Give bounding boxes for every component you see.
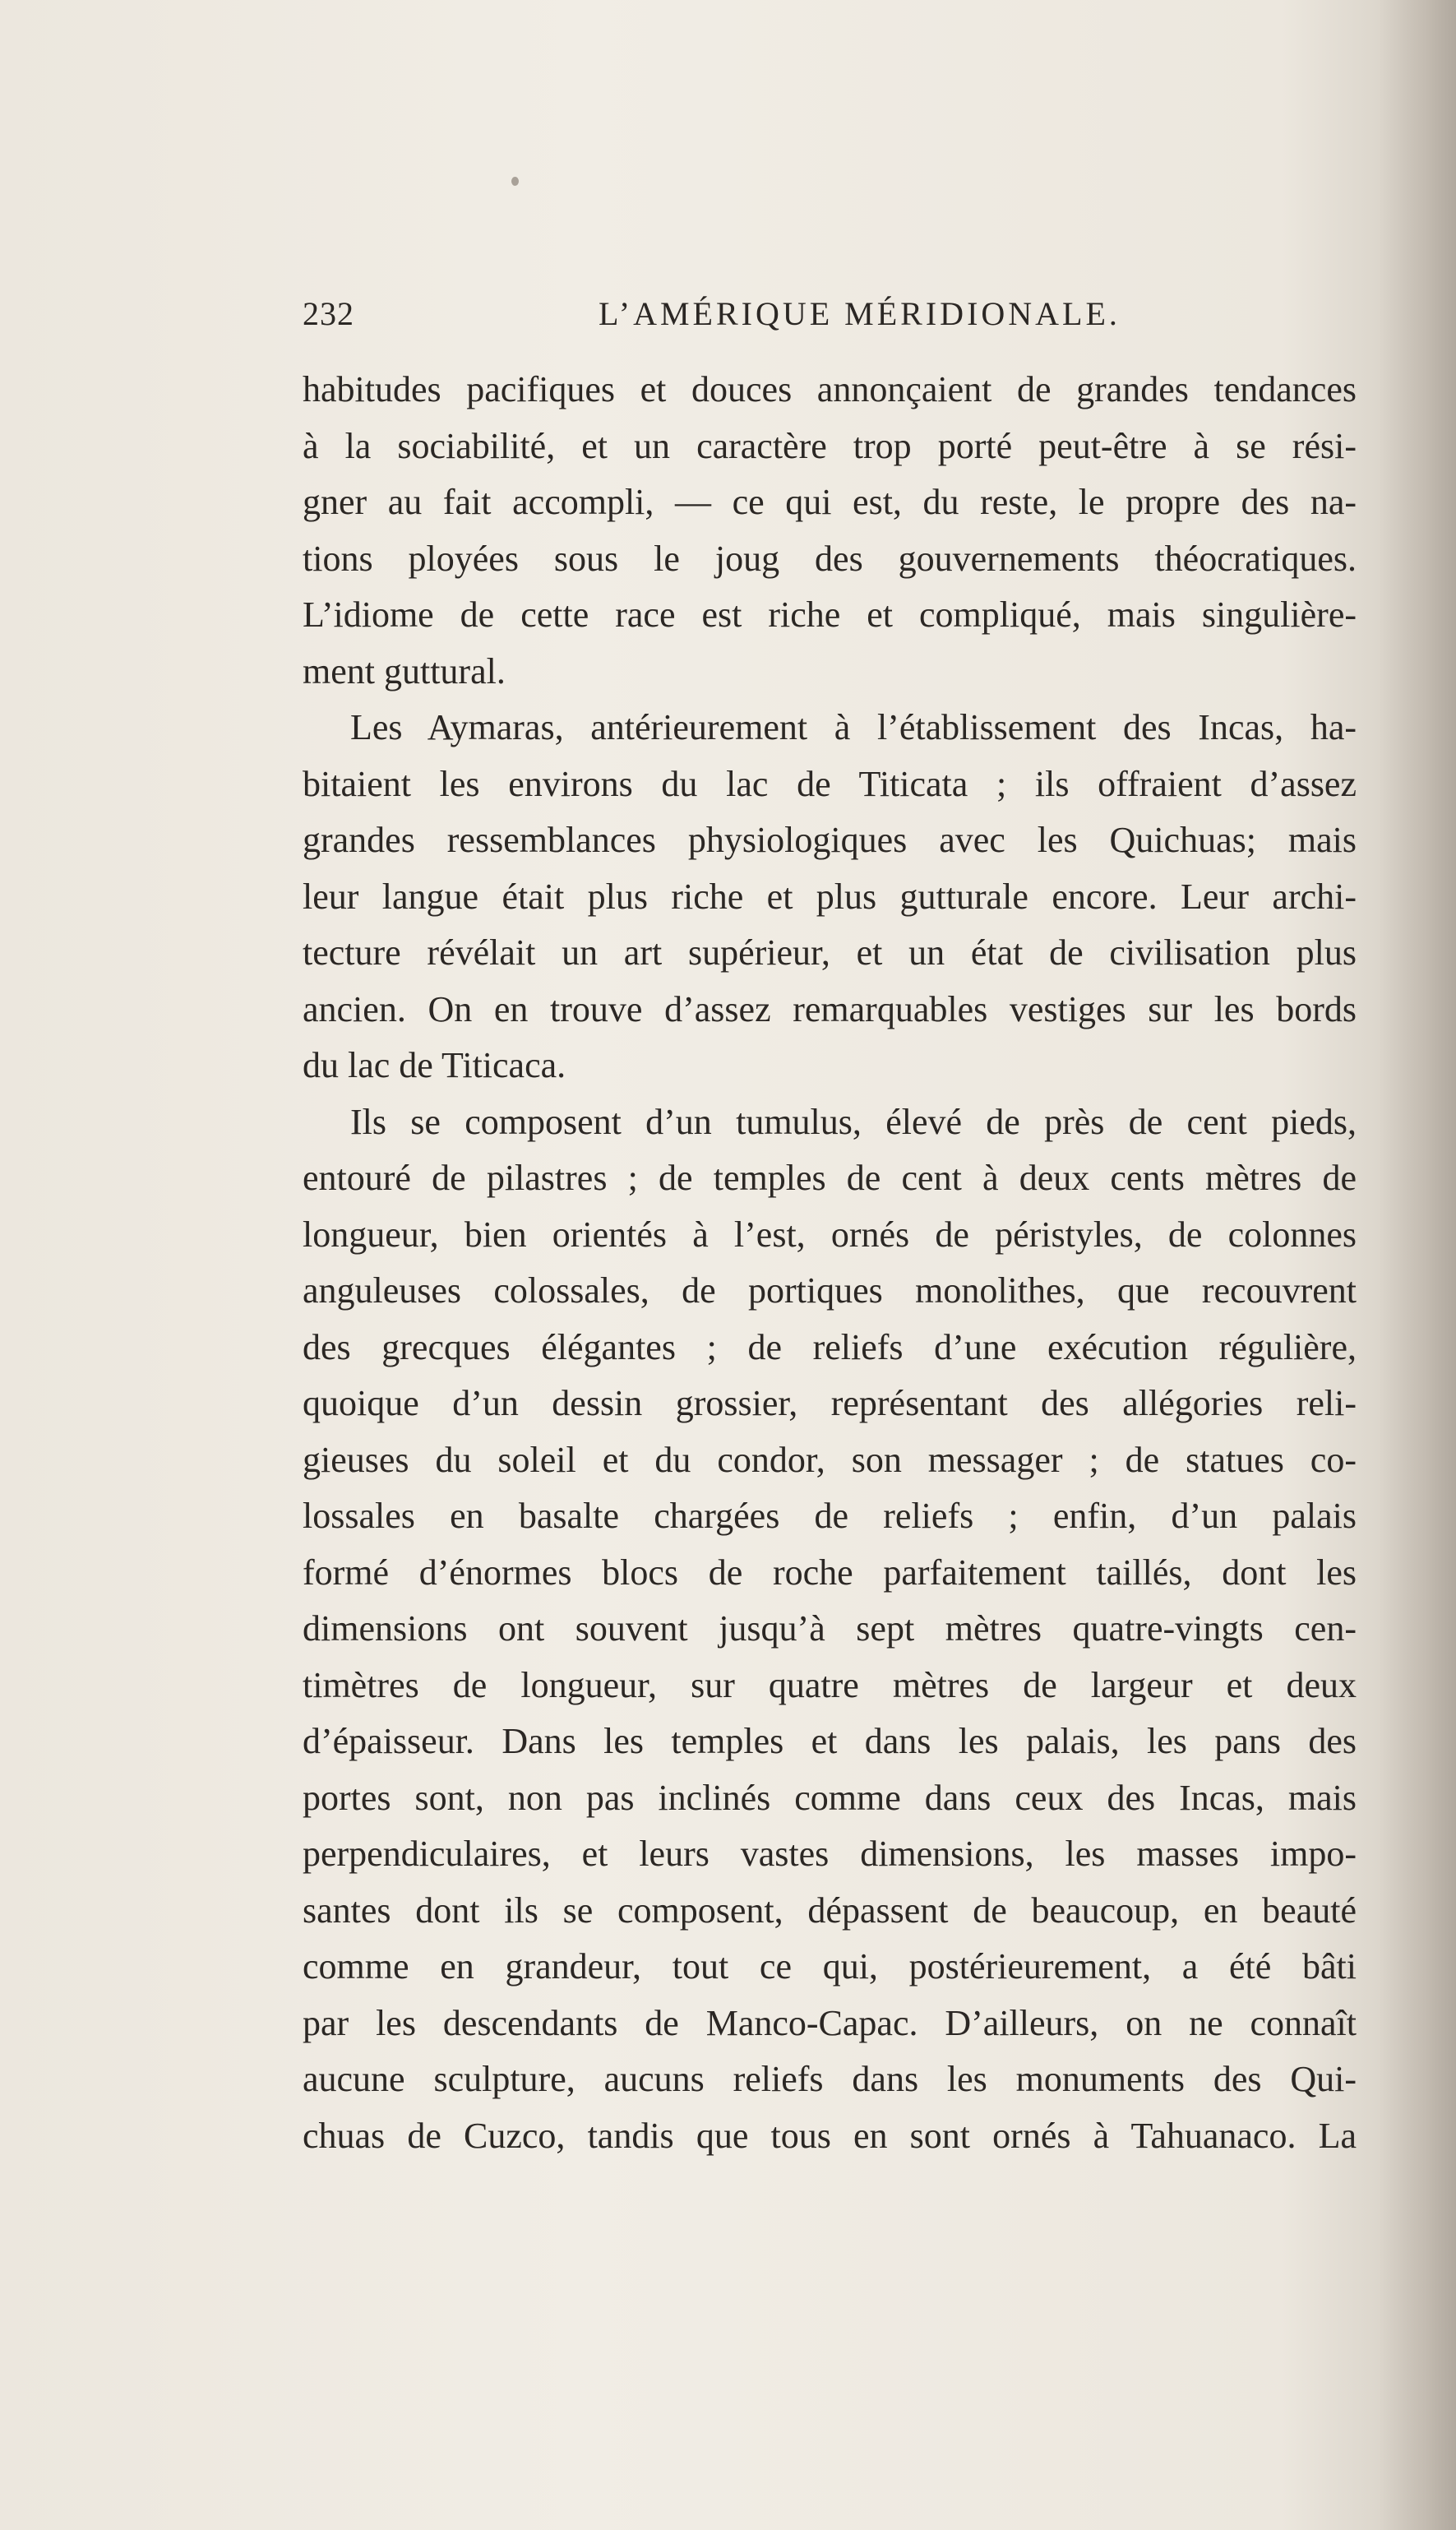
text-line: ment guttural. [303,650,506,691]
ink-speck [511,177,519,186]
text-line: ancien. On en trouve d’assez remarquables vestiges sur les bords [303,988,1357,1029]
text-line: tions ployées sous le joug des gouvernements théocratiques. [303,538,1357,579]
text-line: longueur, bien orientés à l’est, ornés de péristyles, de colonnes [303,1214,1357,1255]
text-line: à la sociabilité, et un caractère trop porté peut-être à se rési- [303,425,1357,466]
text-line: L’idiome de cette race est riche et compliqué, mais singulière- [303,594,1357,635]
text-line: tecture révélait un art supérieur, et un état de civilisation plus [303,932,1357,973]
text-line: perpendiculaires, et leurs vastes dimensions, les masses impo- [303,1834,1357,1874]
text-line: comme en grandeur, tout ce qui, postérieurement, a été bâti [303,1946,1357,1987]
text-line: santes dont ils se composent, dépassent de beaucoup, en beauté [303,1889,1357,1931]
text-line: portes sont, non pas inclinés comme dans ceux des Incas, mais [303,1777,1357,1818]
text-line: gieuses du soleil et du condor, son messager ; de statues co- [303,1439,1357,1480]
body-text [303,362,1357,2164]
text-line: aucune sculpture, aucuns reliefs dans les monuments des Qui- [303,2059,1357,2099]
text-line: leur langue était plus riche et plus gutturale encore. Leur archi- [303,876,1357,917]
text-line: du lac de Titicaca. [303,1045,566,1085]
text-line: dimensions ont souvent jusqu’à sept mètres quatre-vingts cen- [303,1608,1357,1649]
text-line: grandes ressemblances physiologiques avec les Quichuas; mais [303,820,1357,860]
text-line: habitudes pacifiques et douces annonçaient de grandes tendances [303,369,1357,409]
text-line: entouré de pilastres ; de temples de cent à deux cents mètres de [303,1158,1357,1198]
text-line: par les descendants de Manco-Capac. D’ailleurs, on ne connaît [303,2002,1357,2043]
running-title: L’AMÉRIQUE MÉRIDIONALE. [599,295,1121,332]
text-line: Les Aymaras, antérieurement à l’établissement des Incas, ha- [350,707,1357,747]
text-line: bitaient les environs du lac de Titicata ; ils offraient d’assez [303,763,1357,804]
text-line: timètres de longueur, sur quatre mètres de largeur et deux [303,1664,1357,1705]
text-line: lossales en basalte chargées de reliefs ; enfin, d’un palais [303,1496,1357,1536]
text-line: Ils se composent d’un tumulus, élevé de près de cent pieds, [350,1101,1357,1142]
page-edge-shadow [1378,0,1456,2530]
text-line: gner au fait accompli, — ce qui est, du reste, le propre des na- [303,482,1357,522]
text-line: d’épaisseur. Dans les temples et dans les palais, les pans des [303,1721,1357,1761]
text-line: chuas de Cuzco, tandis que tous en sont ornés à Tahuanaco. La [303,2115,1357,2156]
text-line: des grecques élégantes ; de reliefs d’une exécution régulière, [303,1326,1357,1367]
text-line: anguleuses colossales, de portiques monolithes, que recouvrent [303,1270,1357,1311]
text-line: quoique d’un dessin grossier, représentant des allégories reli- [303,1383,1357,1423]
text-line: formé d’énormes blocs de roche parfaitement taillés, dont les [303,1552,1357,1593]
running-head [303,294,1355,344]
page-number: 232 [303,295,354,332]
